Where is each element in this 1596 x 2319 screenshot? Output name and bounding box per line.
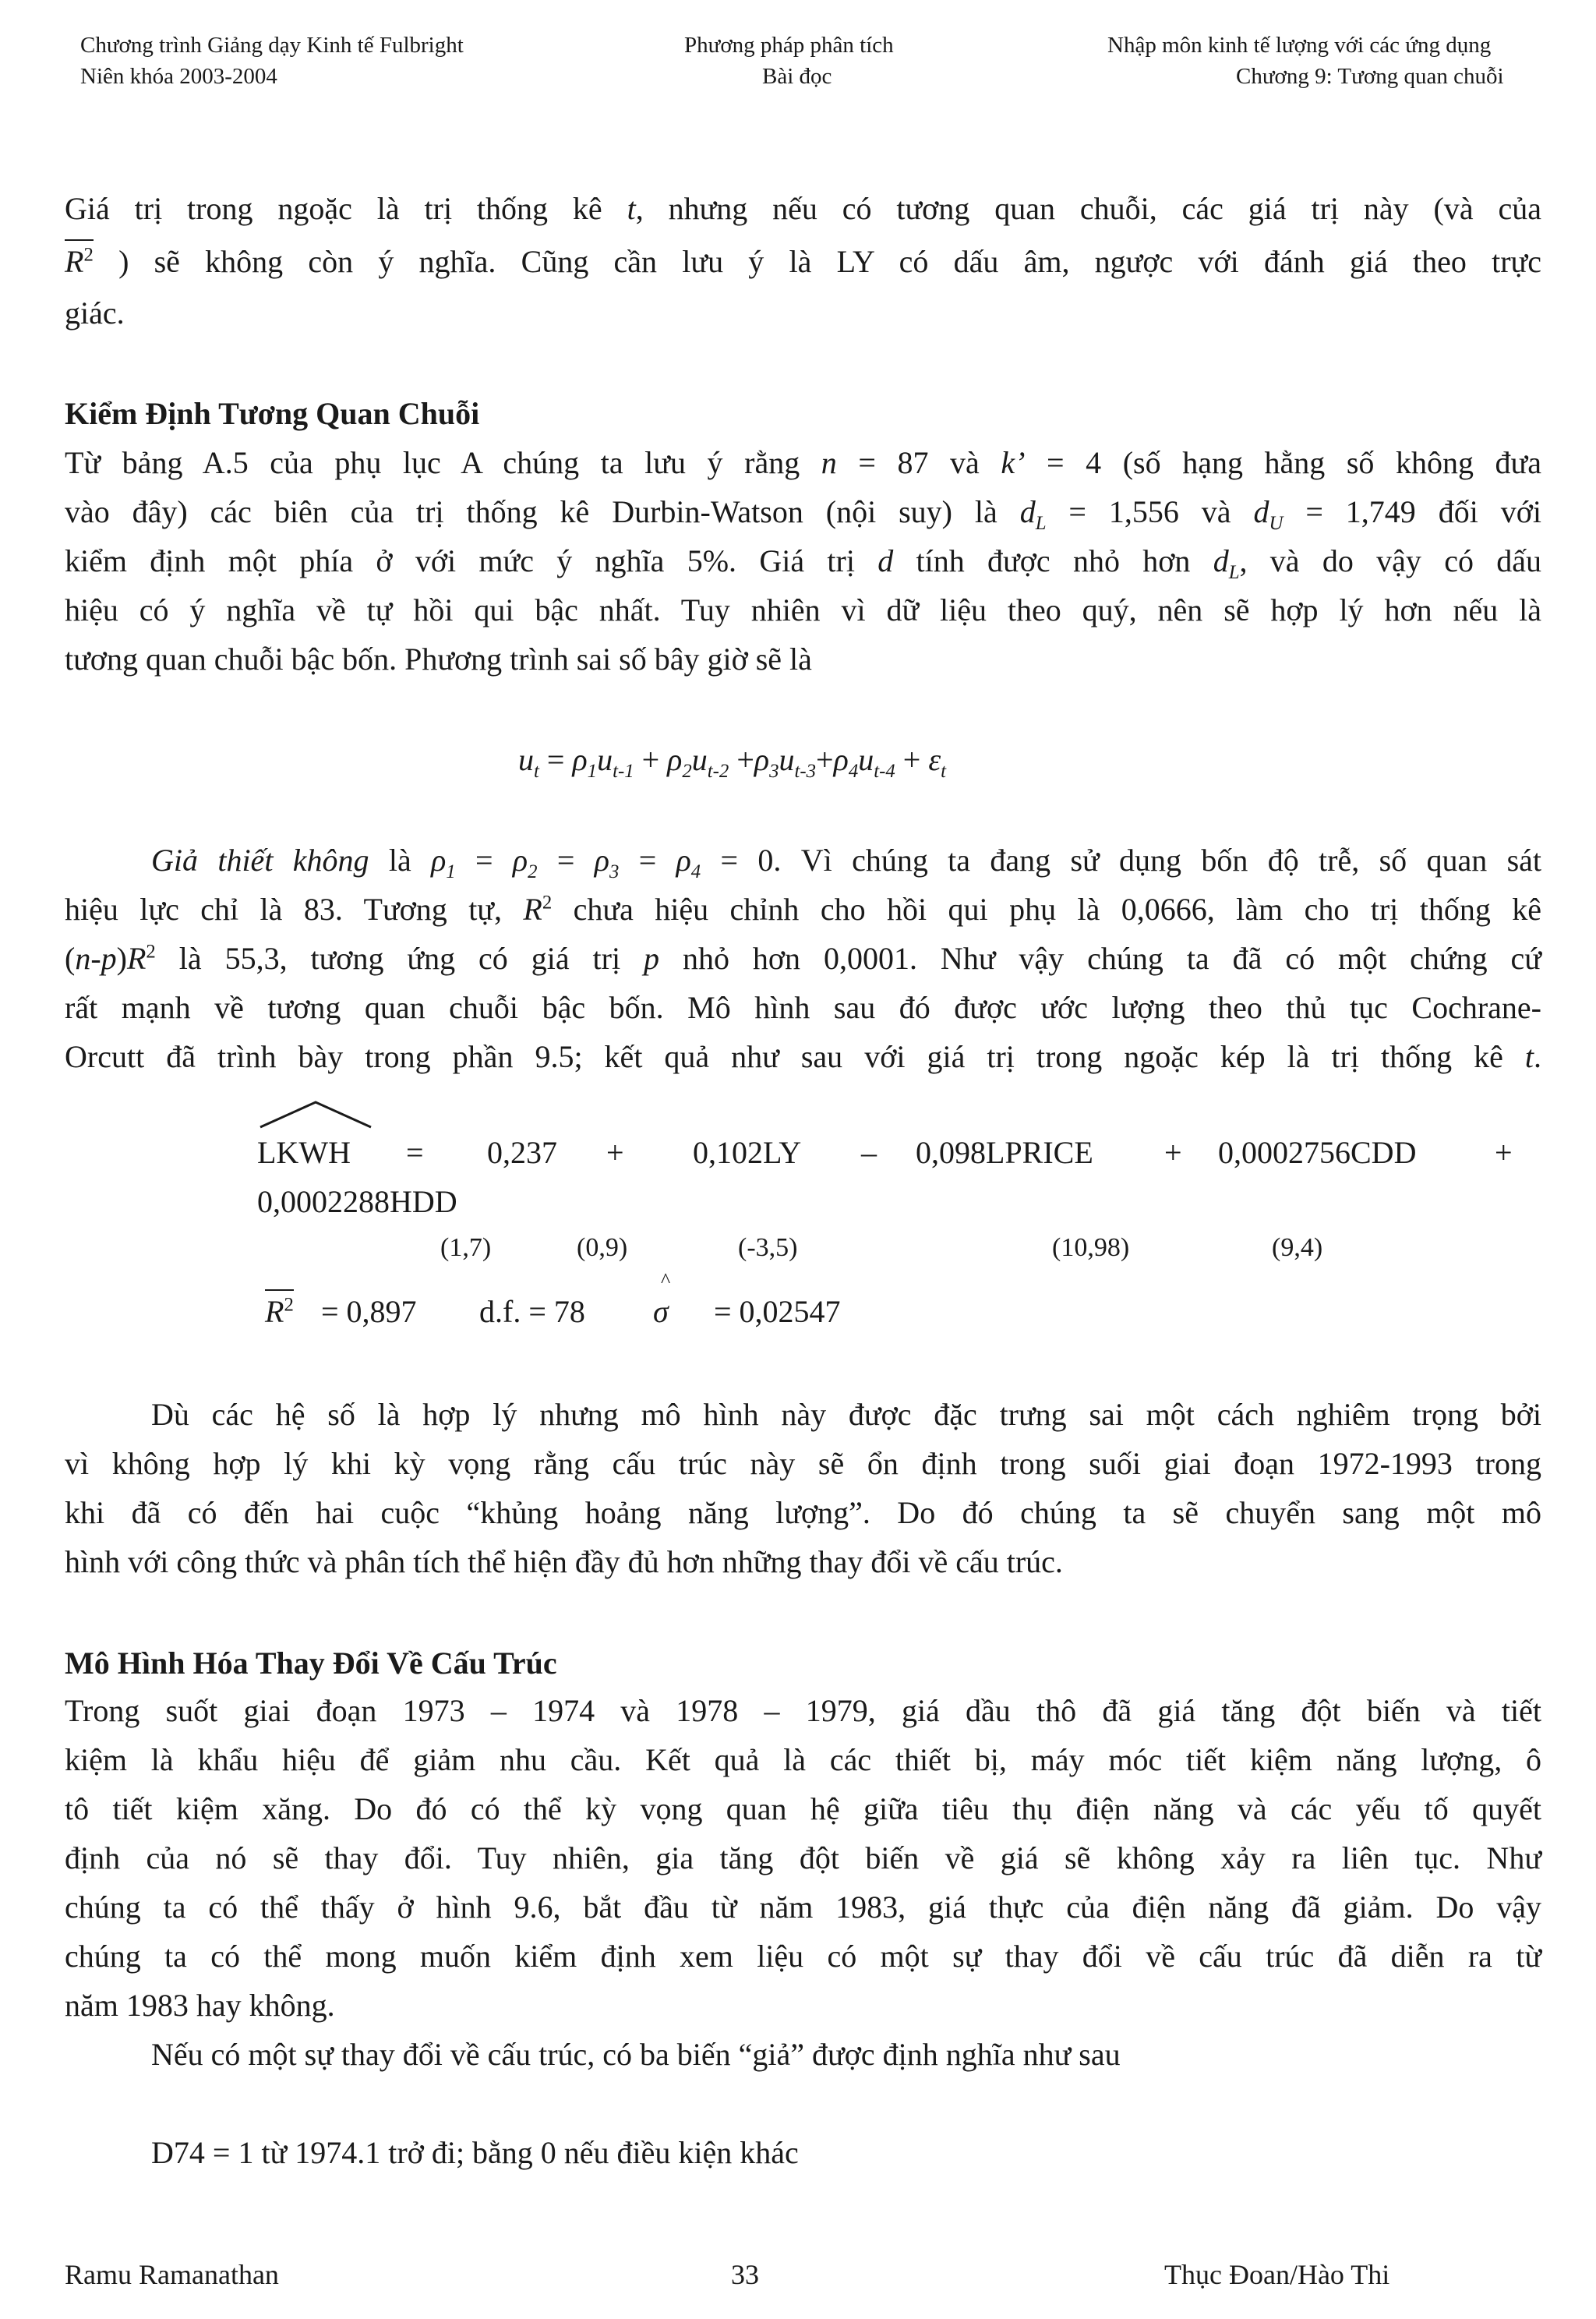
text-line: năm 1983 hay không. bbox=[65, 1988, 335, 2023]
header-program: Chương trình Giảng dạy Kinh tế Fulbright bbox=[80, 33, 464, 58]
r-squared-value: = 0,897 bbox=[321, 1294, 417, 1329]
text-line: khi đã có đến hai cuộc “khủng hoảng năng lượng”. Do đó chúng ta sẽ chuyển sang một mô bbox=[65, 1495, 1541, 1530]
footer-author: Ramu Ramanathan bbox=[65, 2259, 279, 2290]
header-book-title: Nhập môn kinh tế lượng với các ứng dụng bbox=[1107, 33, 1492, 58]
text-line: Từ bảng A.5 của phụ lục A chúng ta lưu ý rằng n = 87 và k’ = 4 (số hạng hằng số không đưa bbox=[65, 445, 1541, 480]
text-line: hiệu có ý nghĩa về tự hồi qui bậc nhất. Tuy nhiên vì dữ liệu theo quý, nên sẽ hợp lý hơn nếu là bbox=[65, 592, 1541, 627]
text-line: $R^2$ ) sẽ không còn ý nghĩa. Cũng cần lưu ý là LY có dấu âm, ngược với đánh giá theo trực bbox=[65, 238, 1541, 286]
section-heading: Mô Hình Hóa Thay Đổi Về Cấu Trúc bbox=[65, 1646, 557, 1681]
text-line: Nếu có một sự thay đổi về cấu trúc, có ba biến “giả” được định nghĩa như sau bbox=[151, 2037, 1121, 2072]
model-minus: – bbox=[861, 1135, 877, 1170]
text-line: định của nó sẽ thay đổi. Tuy nhiên, gia tăng đột biến về giá sẽ không xảy ra liên tục. Như bbox=[65, 1840, 1541, 1875]
degrees-of-freedom: d.f. = 78 bbox=[479, 1294, 585, 1329]
text-line: $(n-p)R^2$ là 55,3, tương ứng có giá trị p nhỏ hơn 0,0001. Như vậy chúng ta đã có một chứng cứ bbox=[65, 941, 1541, 976]
section-heading: Kiểm Định Tương Quan Chuỗi bbox=[65, 396, 480, 431]
sigma-hat-mark: ^ bbox=[661, 1269, 671, 1292]
model-plus: + bbox=[606, 1135, 624, 1170]
text-line: Orcutt đã trình bày trong phần 9.5; kết quả như sau với giá trị trong ngoặc kép là trị thống kê t. bbox=[65, 1039, 1541, 1074]
model-plus: + bbox=[1164, 1135, 1182, 1170]
model-lhs: LKWH bbox=[257, 1135, 351, 1170]
text-line: rất mạnh về tương quan chuỗi bậc bốn. Mô hình sau đó được ước lượng theo thủ tục Cochrane- bbox=[65, 990, 1541, 1025]
text-line: Trong suốt giai đoạn 1973 – 1974 và 1978 – 1979, giá dầu thô đã giá tăng đột biến và tiết bbox=[65, 1693, 1541, 1728]
model-term-hdd: 0,0002288HDD bbox=[257, 1184, 457, 1219]
header-course: Phương pháp phân tích bbox=[684, 33, 894, 58]
text-line: vào đây) các biên của trị thống kê Durbin-Watson (nội suy) là $d_L = 1,556$ và $d_U = 1,749$ đối với bbox=[65, 494, 1542, 534]
text-line: chúng ta có thể thấy ở hình 9.6, bắt đầu từ năm 1983, giá thực của điện năng đã giảm. Do vậy bbox=[65, 1889, 1541, 1925]
footer-translators: Thục Đoan/Hào Thi bbox=[1164, 2259, 1390, 2290]
t-stat: (9,4) bbox=[1272, 1233, 1323, 1262]
model-term-lprice: 0,098LPRICE bbox=[916, 1135, 1093, 1170]
text-line: giác. bbox=[65, 295, 125, 331]
sigma-symbol: σ bbox=[653, 1294, 669, 1329]
text-line: tô tiết kiệm xăng. Do đó có thể kỳ vọng quan hệ giữa tiêu thụ điện năng và các yếu tố quyết bbox=[65, 1791, 1541, 1826]
sigma-value: = 0,02547 bbox=[714, 1294, 841, 1329]
header-school-year: Niên khóa 2003-2004 bbox=[80, 64, 277, 89]
model-intercept: 0,237 bbox=[487, 1135, 557, 1170]
header-chapter: Chương 9: Tương quan chuỗi bbox=[1236, 64, 1504, 89]
r-squared-adjusted: $R^2$ bbox=[265, 1288, 294, 1336]
header-reading: Bài đọc bbox=[762, 64, 832, 89]
text-line: kiểm định một phía ở với mức ý nghĩa 5%. Giá trị d tính được nhỏ hơn $d_L$, và do vậy có dấu bbox=[65, 543, 1542, 583]
t-stat: (10,98) bbox=[1052, 1233, 1130, 1262]
text-line: vì không hợp lý khi kỳ vọng rằng cấu trúc này sẽ ổn định trong suối giai đoạn 1972-1993 trong bbox=[65, 1446, 1541, 1481]
page-number: 33 bbox=[731, 2259, 759, 2290]
hat-symbol bbox=[257, 1099, 374, 1130]
text-line: hình với công thức và phân tích thể hiện đầy đủ hơn những thay đổi về cấu trúc. bbox=[65, 1544, 1063, 1579]
text-line: Giá trị trong ngoặc là trị thống kê t, nhưng nếu có tương quan chuỗi, các giá trị này (và của bbox=[65, 191, 1541, 226]
r-squared-bar: R bbox=[65, 244, 84, 279]
error-equation: $u_t = \rho_1u_{t-1} + \rho_2u_{t-2} +\rho_3u_{t-3}+\rho_4u_{t-4} + \varepsilon_t$ bbox=[518, 742, 946, 782]
t-stat: (-3,5) bbox=[738, 1233, 798, 1262]
text-line: Dù các hệ số là hợp lý nhưng mô hình này được đặc trưng sai một cách nghiêm trọng bởi bbox=[151, 1397, 1541, 1432]
text-line: hiệu lực chỉ là 83. Tương tự, $R^2$ chưa hiệu chỉnh cho hồi qui phụ là 0,0666, làm cho trị thống kê bbox=[65, 892, 1542, 927]
text-line: tương quan chuỗi bậc bốn. Phương trình sai số bây giờ sẽ là bbox=[65, 642, 812, 677]
dummy-definition-d74: D74 = 1 từ 1974.1 trở đi; bằng 0 nếu điều kiện khác bbox=[151, 2135, 799, 2170]
model-term-cdd: 0,0002756CDD bbox=[1218, 1135, 1417, 1170]
t-stat: (1,7) bbox=[440, 1233, 492, 1262]
text-line: kiệm là khẩu hiệu để giảm nhu cầu. Kết quả là các thiết bị, máy móc tiết kiệm năng lượng, ô bbox=[65, 1742, 1541, 1777]
model-equals: = bbox=[406, 1135, 424, 1170]
text-line: Giả thiết không là $\rho_1 = \rho_2 = \rho_3 = \rho_4 = 0$. Vì chúng ta đang sử dụng bốn độ trễ, số quan sát bbox=[151, 843, 1541, 882]
text-line: chúng ta có thể mong muốn kiểm định xem liệu có một sự thay đổi về cấu trúc đã diễn ra từ bbox=[65, 1939, 1541, 1974]
model-plus: + bbox=[1495, 1135, 1513, 1170]
model-term-ly: 0,102LY bbox=[693, 1135, 802, 1170]
t-stat: (0,9) bbox=[577, 1233, 628, 1262]
